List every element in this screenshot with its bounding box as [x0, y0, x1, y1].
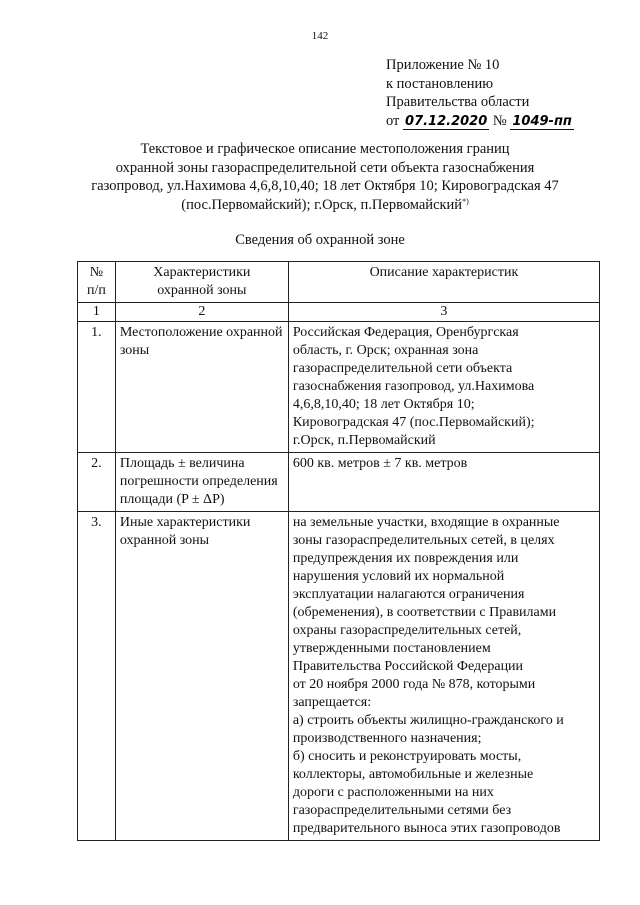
index-cell: 3 [288, 303, 599, 322]
description-line: дороги с расположенными на них [292, 785, 494, 800]
header-text: Описание характеристик [369, 265, 519, 280]
handwritten-date: 07.12.2020 [405, 113, 488, 129]
description-line: Российская Федерация, Оренбургская [292, 325, 519, 340]
description-line: запрещается: [292, 695, 372, 710]
description-line: предварительного выноса этих газопроводов [292, 821, 561, 836]
row-number: 2. [78, 453, 116, 512]
row-description [288, 322, 599, 453]
number-sign: № [492, 112, 507, 129]
title-line: Текстовое и графическое описание местоположения границ [140, 141, 510, 157]
appendix-block [386, 56, 574, 130]
description-line: 600 кв. метров ± 7 кв. метров [292, 456, 468, 471]
appendix-date-line [386, 112, 574, 131]
description-line: предупреждения их повреждения или [292, 551, 519, 566]
title-line [60, 196, 590, 215]
description-line: утвержденными постановлением [292, 641, 491, 656]
table-row [78, 512, 600, 841]
table-row [78, 453, 600, 512]
description-line: (обременения), в соответствии с Правилами [292, 605, 557, 620]
description-line: газораспределительной сети объекта [292, 361, 513, 376]
description-line: охраны газораспределительных сетей, [292, 623, 522, 638]
header-text: Характеристики охранной зоны [153, 265, 251, 298]
description-line: от 20 ноября 2000 года № 878, которыми [292, 677, 536, 692]
table-header-row [78, 262, 600, 303]
index-cell: 1 [78, 303, 116, 322]
description-line: нарушения условий их нормальной [292, 569, 505, 584]
row-characteristic: Иные характеристики охранной зоны [115, 512, 288, 841]
description-line: газоснабжения газопровод, ул.Нахимова [292, 379, 535, 394]
description-line: производственного назначения; [292, 731, 482, 746]
description-line: Правительства Российской Федерации [292, 659, 524, 674]
row-description [288, 453, 599, 512]
table-index-row [78, 303, 600, 322]
row-characteristic: Площадь ± величина погрешности определения площади (P ± ΔP) [115, 453, 288, 512]
row-characteristic: Местоположение охранной зоны [115, 322, 288, 453]
row-number: 1. [78, 322, 116, 453]
title-line: газопровод, ул.Нахимова 4,6,8,10,40; 18 лет Октября 10; Кировоградская 47 [91, 178, 559, 194]
description-line: зоны газораспределительных сетей, в целях [292, 533, 555, 548]
title-line: охранной зоны газораспределительной сети объекта газоснабжения [115, 159, 535, 176]
appendix-line: Приложение № 10 [386, 57, 500, 73]
document-title [60, 140, 590, 214]
description-line: г.Орск, п.Первомайский [292, 433, 436, 448]
description-line: Кировоградская 47 (пос.Первомайский); [292, 415, 535, 430]
row-number: 3. [78, 512, 116, 841]
description-line: газораспределительными сетями без [292, 803, 512, 818]
description-line: область, г. Орск; охранная зона [292, 343, 479, 358]
description-line: 4,6,8,10,40; 18 лет Октября 10; [292, 397, 475, 412]
description-line: коллекторы, автомобильные и железные [292, 767, 534, 782]
page-number: 142 [311, 30, 329, 42]
header-cell-characteristics [115, 262, 288, 303]
header-cell-number [78, 262, 116, 303]
header-text: № п/п [86, 265, 106, 298]
description-line: б) сносить и реконструировать мосты, [292, 749, 522, 764]
table-row [78, 322, 600, 453]
index-cell: 2 [115, 303, 288, 322]
section-heading: Сведения об охранной зоне [235, 232, 405, 248]
appendix-line: Правительства области [386, 94, 530, 110]
appendix-prefix: от [386, 112, 400, 129]
description-line: а) строить объекты жилищно-гражданского и [292, 713, 564, 728]
description-line: на земельные участки, входящие в охранные [292, 515, 560, 530]
footnote-mark: *) [462, 196, 469, 206]
handwritten-number: 1049-пп [512, 113, 572, 129]
description-line: эксплуатации налагаются ограничения [292, 587, 525, 602]
title-line-text: (пос.Первомайский); г.Орск, п.Первомайский [181, 196, 463, 213]
header-cell-description [288, 262, 599, 303]
protection-zone-table [77, 261, 600, 841]
row-description [288, 512, 599, 841]
appendix-line: к постановлению [386, 75, 494, 92]
